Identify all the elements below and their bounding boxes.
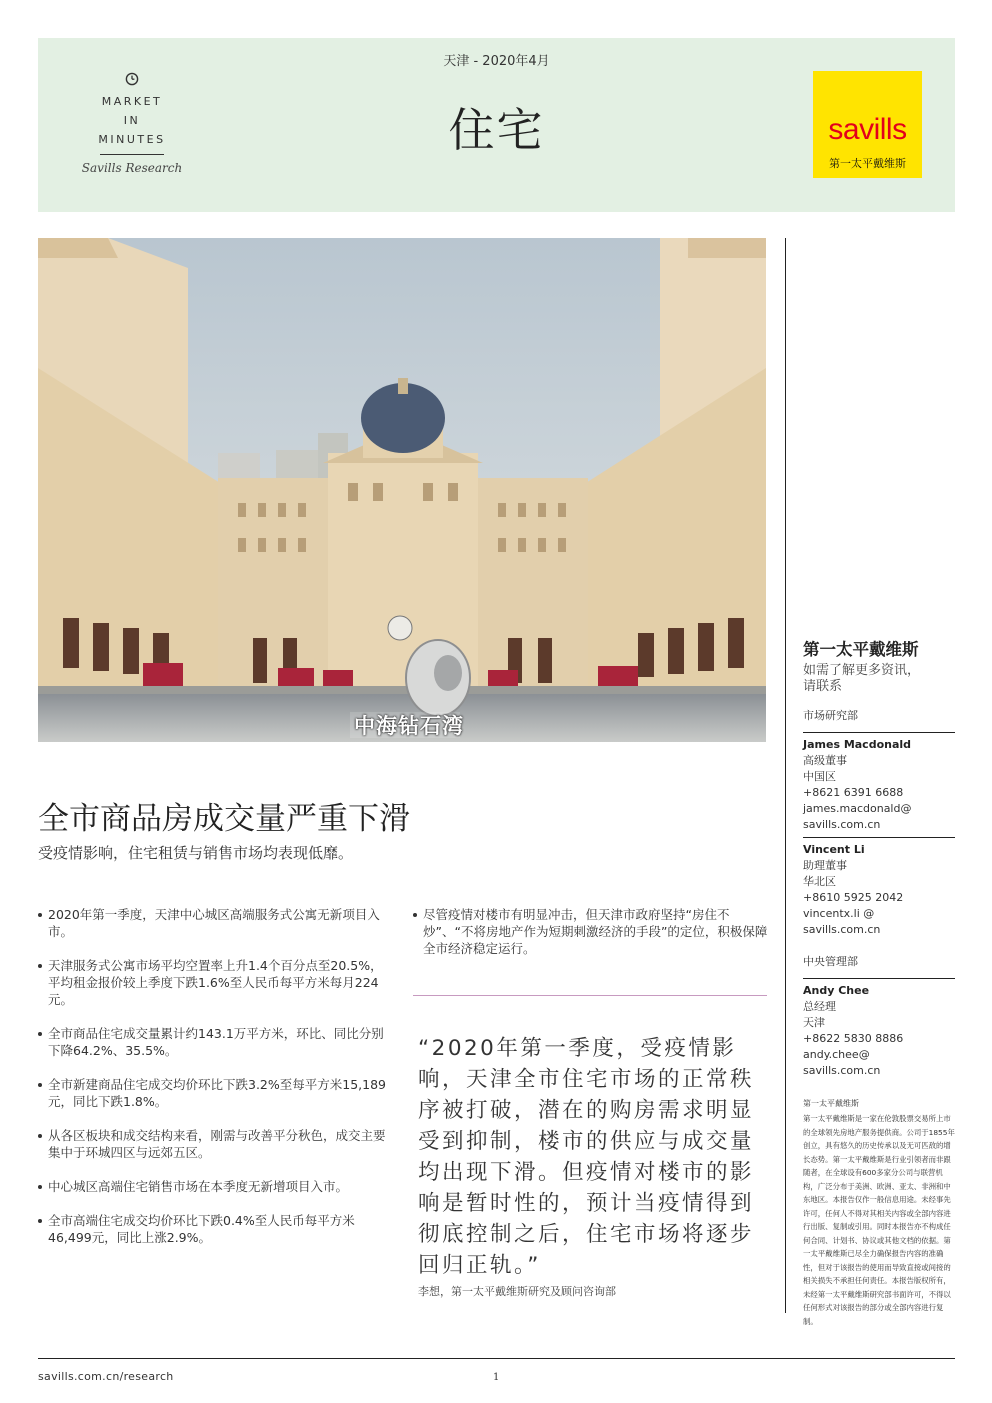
key-points-left <box>38 906 393 1263</box>
clock-icon <box>125 72 139 86</box>
cover-photo <box>38 238 766 742</box>
quote-divider <box>413 995 767 996</box>
footer-rule <box>38 1358 955 1359</box>
project-sign-text: 中海钻石湾 <box>354 714 464 738</box>
bullet-item: 中心城区高端住宅销售市场在本季度无新增项目入市。 <box>38 1178 393 1195</box>
logo-wordmark: savills <box>828 113 907 146</box>
bullet-item: 从各区板块和成交结构来看，刚需与改善平分秋色，成交主要集中于环城四区与远郊五区。 <box>38 1127 393 1161</box>
bullet-item: 全市新建商品住宅成交均价环比下跌3.2%至每平方米15,189元，同比下跌1.8%。 <box>38 1076 393 1110</box>
sidebar-rule <box>803 978 955 979</box>
bullet-item: 全市高端住宅成交均价环比下跌0.4%至人民币每平方米46,499元，同比上涨2.9%。 <box>38 1212 393 1246</box>
sidebar-rule <box>803 732 955 733</box>
brand-line-in: IN <box>123 114 141 127</box>
contact-name: James Macdonald <box>803 738 912 751</box>
report-title: 住宅 <box>448 103 545 157</box>
contact-card <box>803 737 955 833</box>
contact-phone[interactable]: +8610 5925 2042 <box>803 891 904 904</box>
sidebar-subtitle-line: 请联系 <box>803 679 843 694</box>
footer-url-link[interactable]: savills.com.cn/research <box>38 1370 174 1383</box>
contact-email-domain[interactable]: savills.com.cn <box>803 1064 881 1077</box>
quote-attribution: 李想，第一太平戴维斯研究及顾问咨询部 <box>418 1285 616 1298</box>
brand-line-minutes: MINUTES <box>98 133 166 146</box>
contact-card <box>803 983 955 1079</box>
bullet-item: 2020年第一季度，天津中心城区高端服务式公寓无新项目入市。 <box>38 906 393 940</box>
department-research: 市场研究部 <box>803 709 858 722</box>
courtyard-building-illustration <box>38 238 766 742</box>
contact-email[interactable]: vincentx.li @ <box>803 907 875 920</box>
lead-headline: 全市商品房成交量严重下滑 <box>38 801 410 837</box>
contact-name: Vincent Li <box>803 843 865 856</box>
contact-email-domain[interactable]: savills.com.cn <box>803 923 881 936</box>
contact-card <box>803 842 955 938</box>
contact-role: 助理董事 <box>803 859 847 872</box>
contact-sidebar <box>803 636 955 1328</box>
contact-region: 天津 <box>803 1016 825 1029</box>
contact-region: 华北区 <box>803 875 836 888</box>
contact-phone[interactable]: +8622 5830 8886 <box>803 1032 904 1045</box>
department-management: 中央管理部 <box>803 955 858 968</box>
sidebar-subtitle-line: 如需了解更多资讯， <box>803 663 921 678</box>
bullet-item: 天津服务式公寓市场平均空置率上升1.4个百分点至20.5%，平均租金报价较上季度下跌1.6%至人民币每平方米每月224元。 <box>38 957 393 1008</box>
pull-quote: “2020年第一季度，受疫情影响，天津全市住宅市场的正常秩序被打破，潜在的购房需求明显受到抑制，楼市的供应与成交量均出现下滑。但疫情对楼市的影响是暂时性的，预计当疫情得到彻底控制之后，住宅市场将逐步回归正轨。” <box>418 1036 755 1278</box>
sidebar-divider <box>785 238 786 1313</box>
logo-chinese-name: 第一太平戴维斯 <box>829 157 906 170</box>
contact-role: 总经理 <box>803 1000 836 1013</box>
page-number: 1 <box>493 1372 500 1383</box>
brand-line-market: MARKET <box>101 95 163 108</box>
bullet-item: 全市商品住宅成交量累计约143.1万平方米，环比、同比分别下降64.2%、35.5%。 <box>38 1025 393 1059</box>
contact-email[interactable]: james.macdonald@ <box>803 802 912 815</box>
lead-subheadline: 受疫情影响，住宅租赁与销售市场均表现低靡。 <box>38 844 354 862</box>
disclaimer-text: 第一太平戴维斯是一家在伦敦股票交易所上市的全球领先房地产服务提供商。公司于1855年创立，具有悠久的历史传承以及无可匹敌的增长态势。第一太平戴维斯是行业引领者而非跟随者，在全球设有600多家分公司与联营机构，广泛分布于美洲、欧洲、亚太、非洲和中东地区。本报告仅作一般信息用途。未经事先许可，任何人不得对其相关内容或全部内容进行出版、复制或引用。同时本报告亦不构成任何合同、计划书、协议或其他文档的依据。第一太平戴维斯已尽全力确保报告内容的准确性，但对于该报告的使用而导致直接或间接的相关损失不承担任何责任。本报告版权所有，未经第一太平戴维斯研究部书面许可，不得以任何形式对该报告的部分或全部内容进行复制。 <box>803 1114 955 1326</box>
report-header <box>38 38 955 212</box>
bullet-item: 尽管疫情对楼市有明显冲击，但天津市政府坚持“房住不炒”、“不将房地产作为短期刺激经济的手段”的定位，积极保障全市经济稳定运行。 <box>413 906 768 957</box>
savills-logo[interactable] <box>813 71 922 178</box>
contact-name: Andy Chee <box>803 984 870 997</box>
sidebar-rule <box>803 837 955 838</box>
sidebar-title: 第一太平戴维斯 <box>803 640 919 659</box>
contact-region: 中国区 <box>803 770 836 783</box>
dateline: 天津 - 2020年4月 <box>443 54 550 69</box>
contact-phone[interactable]: +8621 6391 6688 <box>803 786 904 799</box>
contact-role: 高级董事 <box>803 754 847 767</box>
key-points-right <box>413 906 768 957</box>
savills-research-label: Savills Research <box>81 161 183 175</box>
contact-email[interactable]: andy.chee@ <box>803 1048 870 1061</box>
contact-email-domain[interactable]: savills.com.cn <box>803 818 881 831</box>
disclaimer-title: 第一太平戴维斯 <box>803 1099 859 1108</box>
